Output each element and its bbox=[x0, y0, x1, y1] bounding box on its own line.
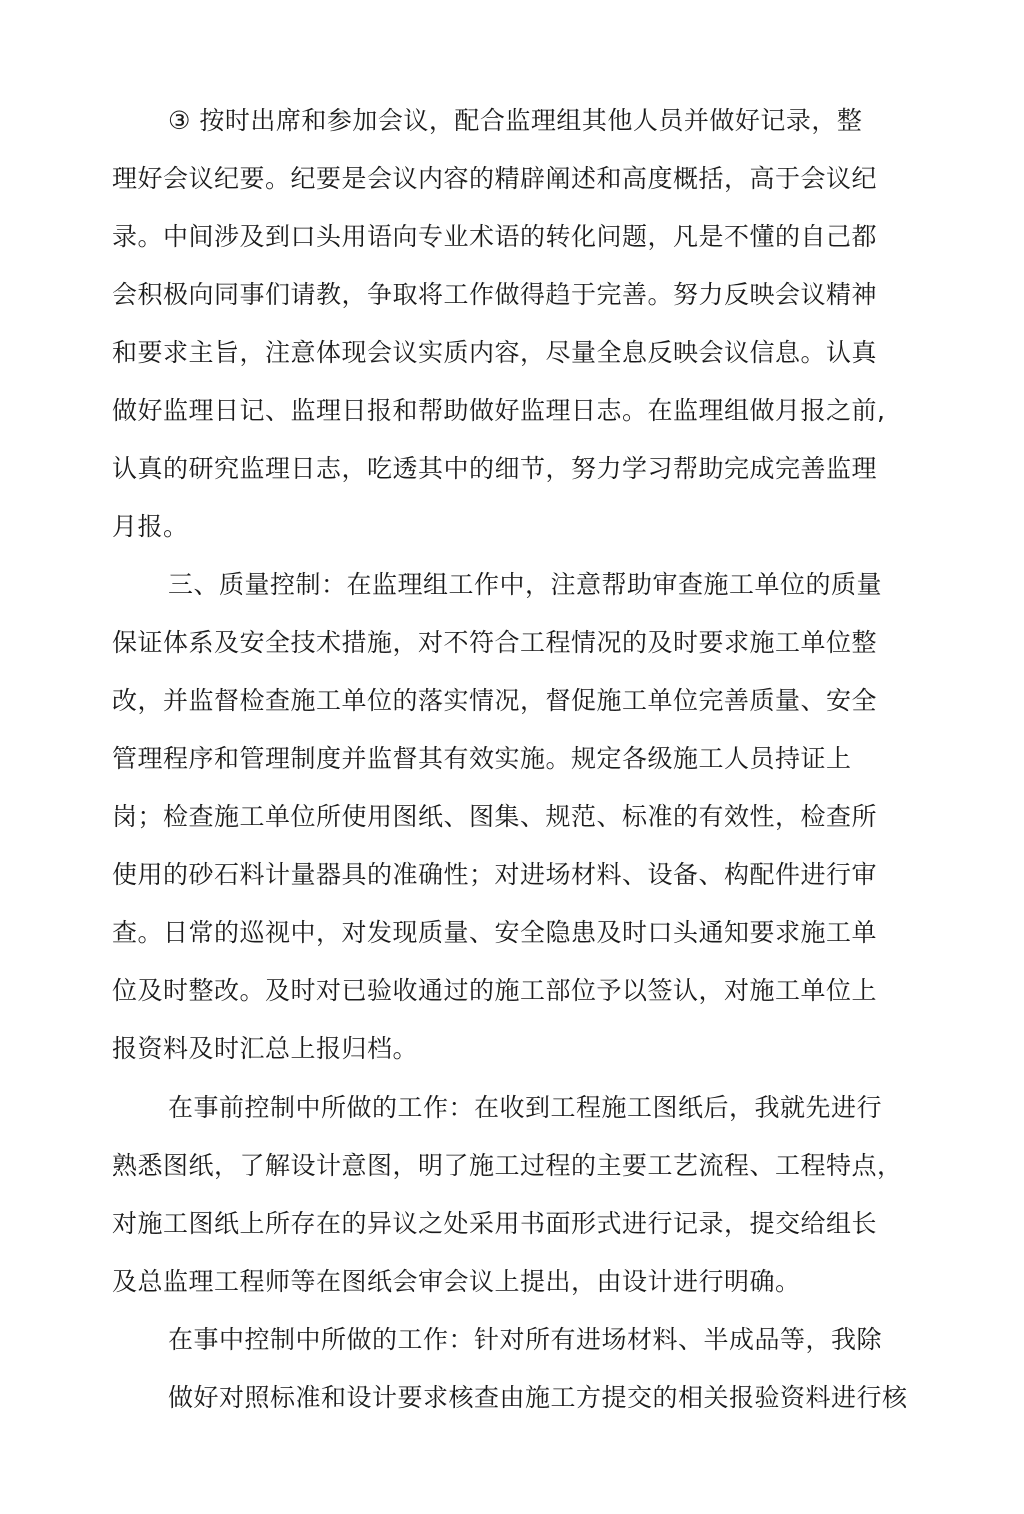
text-line: 在事前控制中所做的工作：在收到工程施工图纸后，我就先进行 bbox=[168, 1093, 883, 1122]
text-line: 熟悉图纸，了解设计意图，明了施工过程的主要工艺流程、工程特点， bbox=[112, 1151, 903, 1180]
section-heading-line: 三、质量控制：在监理组工作中，注意帮助审查施工单位的质量 bbox=[168, 570, 883, 599]
text-line: 保证体系及安全技术措施，对不符合工程情况的及时要求施工单位整 bbox=[112, 628, 878, 657]
text-line: 认真的研究监理日志，吃透其中的细节，努力学习帮助完成完善监理 bbox=[112, 454, 878, 483]
text-line: 会积极向同事们请教，争取将工作做得趋于完善。努力反映会议精神 bbox=[112, 280, 878, 309]
text-line: 录。中间涉及到口头用语向专业术语的转化问题，凡是不懂的自己都 bbox=[112, 222, 878, 251]
text-line: 使用的砂石料计量器具的准确性；对进场材料、设备、构配件进行审 bbox=[112, 860, 878, 889]
text-line: 岗；检查施工单位所使用图纸、图集、规范、标准的有效性，检查所 bbox=[112, 802, 878, 831]
text-line: 报资料及时汇总上报归档。 bbox=[112, 1034, 419, 1063]
text-line: ③ 按时出席和参加会议，配合监理组其他人员并做好记录，整 bbox=[168, 106, 863, 135]
text-line: 月报。 bbox=[112, 512, 189, 541]
text-line: 在事中控制中所做的工作：针对所有进场材料、半成品等，我除 bbox=[168, 1325, 883, 1354]
text-line: 改，并监督检查施工单位的落实情况，督促施工单位完善质量、安全 bbox=[112, 686, 878, 715]
text-line: 做好对照标准和设计要求核查由施工方提交的相关报验资料进行核 bbox=[168, 1383, 908, 1412]
text-line: 管理程序和管理制度并监督其有效实施。规定各级施工人员持证上 bbox=[112, 744, 852, 773]
text-line: 查。日常的巡视中，对发现质量、安全隐患及时口头通知要求施工单 bbox=[112, 918, 878, 947]
text-line: 及总监理工程师等在图纸会审会议上提出，由设计进行明确。 bbox=[112, 1267, 801, 1296]
text-line: 理好会议纪要。纪要是会议内容的精辟阐述和高度概括，高于会议纪 bbox=[112, 164, 878, 193]
text-line: 做好监理日记、监理日报和帮助做好监理日志。在监理组做月报之前, bbox=[112, 396, 886, 425]
text-line: 和要求主旨，注意体现会议实质内容，尽量全息反映会议信息。认真 bbox=[112, 338, 878, 367]
text-line: 位及时整改。及时对已验收通过的施工部位予以签认，对施工单位上 bbox=[112, 976, 878, 1005]
text-line: 对施工图纸上所存在的异议之处采用书面形式进行记录，提交给组长 bbox=[112, 1209, 878, 1238]
